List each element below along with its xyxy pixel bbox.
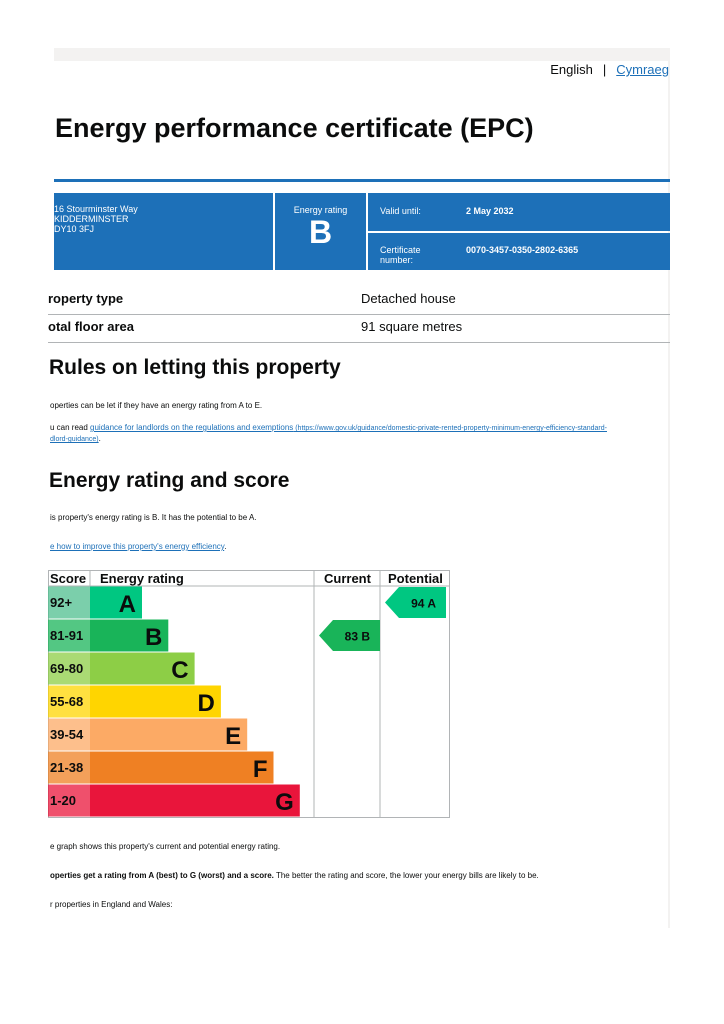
- score-range-f: 21-38: [50, 760, 84, 775]
- score-range-b: 81-91: [50, 628, 84, 643]
- language-switcher: [550, 62, 669, 77]
- rating-explanation-bold: operties get a rating from A (best) to G (worst) and a score.: [50, 871, 274, 880]
- valid-until-panel: [368, 193, 670, 231]
- rating-summary: is property's energy rating is B. It has the potential to be A.: [50, 513, 257, 522]
- certificate-panel: [368, 233, 670, 270]
- band-letter-c: C: [171, 657, 189, 684]
- letting-heading: Rules on letting this property: [49, 356, 341, 379]
- property-type-value: Detached house: [361, 291, 456, 306]
- landlord-guidance-url-b: dlord-guidance): [50, 436, 99, 443]
- band-letter-f: F: [252, 756, 268, 783]
- band-bar-g: [90, 785, 300, 817]
- score-range-d: 55-68: [50, 694, 84, 709]
- lang-separator: |: [602, 62, 607, 77]
- floor-area-row: [48, 314, 670, 343]
- current-rating-label: 83 B: [344, 629, 370, 644]
- valid-until-label: Valid until:: [380, 206, 421, 216]
- floor-area-label: otal floor area: [48, 319, 134, 334]
- band-letter-g: G: [275, 789, 294, 816]
- valid-until-value: 2 May 2032: [466, 206, 514, 216]
- top-strip: [54, 48, 670, 61]
- improve-efficiency-end: .: [224, 542, 227, 551]
- current-header: Current: [324, 571, 371, 586]
- page-title: Energy performance certificate (EPC): [55, 113, 534, 143]
- certificate-number: 0070-3457-0350-2802-6365: [466, 245, 579, 255]
- landlord-guidance-link[interactable]: [50, 423, 607, 443]
- score-range-e: 39-54: [50, 727, 84, 742]
- rating-explanation: [50, 871, 539, 880]
- band-bar-e: [90, 719, 247, 751]
- improve-efficiency: [50, 542, 226, 551]
- potential-rating-label: 94 A: [411, 596, 436, 611]
- certificate-label: Certificate number:: [380, 245, 421, 265]
- potential-header: Potential: [388, 571, 443, 586]
- address-line-3: DY10 3FJ: [54, 224, 95, 234]
- band-letter-d: D: [197, 690, 215, 717]
- address-line-2: KIDDERMINSTER: [54, 214, 129, 224]
- energy-rating-header: Energy rating: [100, 571, 184, 586]
- letting-guidance: [50, 423, 607, 445]
- property-type-row: [48, 286, 670, 315]
- score-range-c: 69-80: [50, 661, 84, 676]
- band-bar-f: [90, 752, 274, 784]
- title-divider: [54, 179, 670, 182]
- lang-english: English: [550, 62, 593, 77]
- property-type-label: roperty type: [48, 291, 124, 306]
- address-line-1: 16 Stourminster Way: [54, 204, 138, 214]
- score-header: Score: [50, 571, 87, 586]
- rating-heading: Energy rating and score: [49, 469, 290, 492]
- letting-guidance-end: .: [98, 434, 101, 443]
- band-letter-e: E: [225, 723, 242, 750]
- score-range-a: 92+: [50, 595, 73, 610]
- energy-rating-panel: [275, 193, 366, 270]
- letting-text: operties can be let if they have an energy rating from A to E.: [50, 401, 263, 410]
- epc-chart: [48, 570, 452, 825]
- properties-intro: r properties in England and Wales:: [50, 900, 173, 909]
- score-range-g: 1-20: [50, 793, 77, 808]
- energy-rating-label: Energy rating: [293, 205, 348, 215]
- floor-area-value: 91 square metres: [361, 319, 463, 334]
- rating-explanation-rest: The better the rating and score, the lower your energy bills are likely to be.: [273, 871, 539, 880]
- energy-rating-letter: B: [308, 214, 333, 250]
- address-panel: [54, 193, 273, 270]
- band-letter-a: A: [118, 591, 136, 618]
- lang-cymraeg-link[interactable]: Cymraeg: [616, 62, 669, 77]
- epc-chart-svg: [48, 570, 452, 820]
- improve-efficiency-link[interactable]: e how to improve this property's energy efficiency: [50, 542, 225, 551]
- letting-guidance-prefix: u can read: [50, 423, 91, 432]
- band-letter-b: B: [144, 624, 163, 651]
- landlord-guidance-url-a: (https://www.gov.uk/guidance/domestic-private-rented-property-minimum-energy-efficiency-standard-: [293, 425, 607, 432]
- landlord-guidance-link-text: guidance for landlords on the regulations and exemptions: [90, 423, 294, 432]
- graph-note: e graph shows this property's current and potential energy rating.: [50, 842, 281, 851]
